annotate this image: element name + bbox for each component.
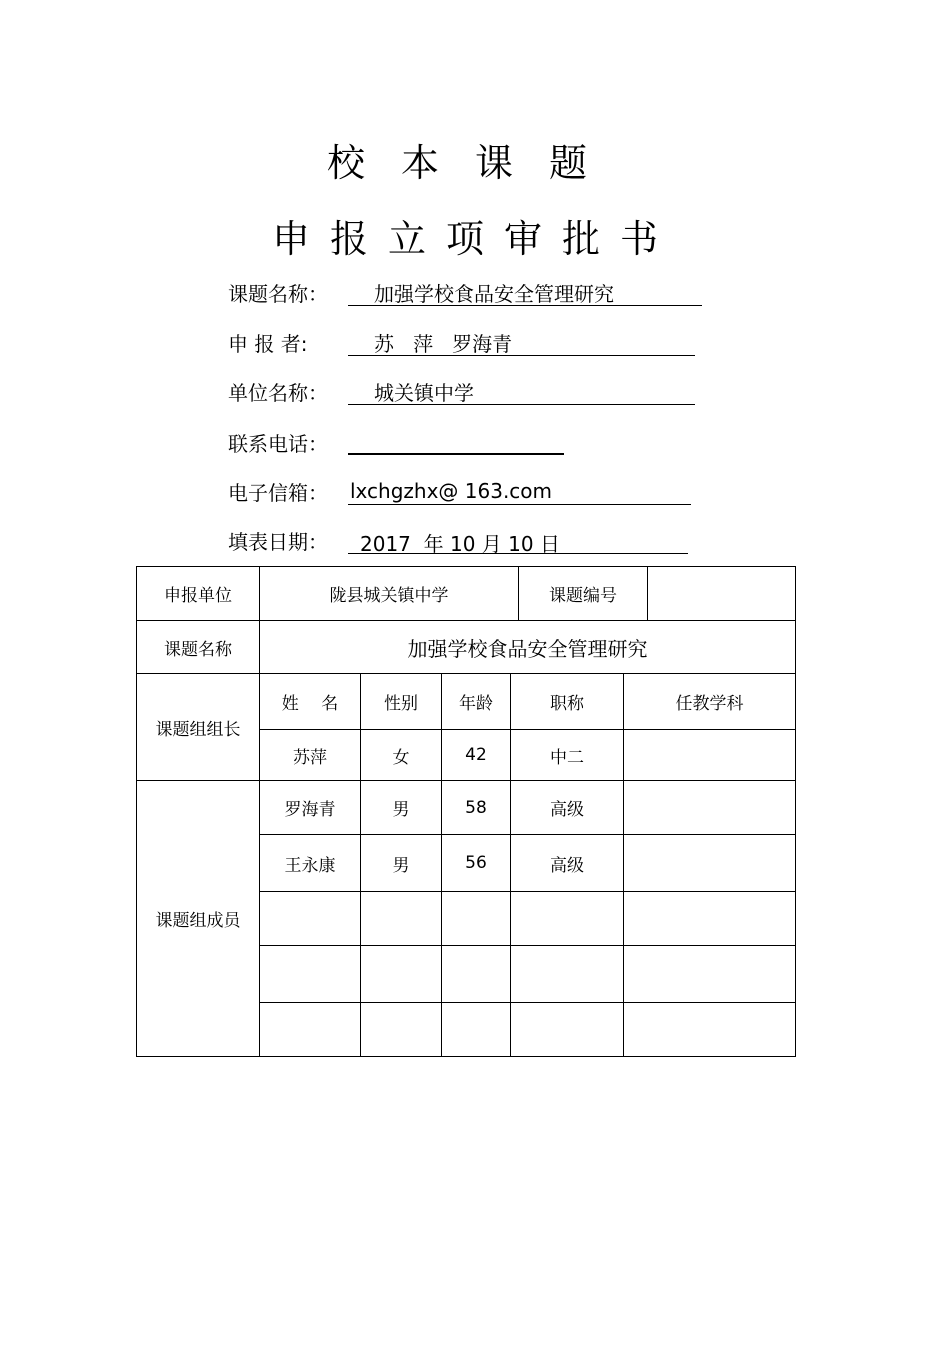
email-label: 电子信箱：: [228, 481, 328, 505]
leader-name: 苏萍: [260, 730, 361, 781]
code-cell: [648, 567, 796, 621]
table-row: [137, 781, 796, 835]
member-name: 罗海青: [260, 781, 361, 835]
member-gender: [361, 892, 442, 946]
topic-header: 课题名称: [137, 621, 260, 674]
members-header: 课题组成员: [137, 781, 260, 1057]
member-gender: [361, 946, 442, 1003]
col-title-header: 职称: [511, 674, 624, 730]
unit-label: 单位名称：: [228, 381, 328, 405]
col-gender-header: 性别: [361, 674, 442, 730]
leader-title: 中二: [511, 730, 624, 781]
member-title: 高级: [511, 835, 624, 892]
phone-underline: [348, 428, 564, 455]
applicant-label: 申 报 者:: [228, 332, 308, 356]
unit-value: 城关镇中学: [374, 381, 474, 405]
leader-subject: [624, 730, 796, 781]
col-name-header: 姓 名: [260, 674, 361, 730]
code-header: 课题编号: [519, 567, 648, 621]
member-age: 58: [442, 781, 511, 835]
leader-gender: 女: [361, 730, 442, 781]
unit-header: 申报单位: [137, 567, 260, 621]
member-subject: [624, 781, 796, 835]
member-subject: [624, 946, 796, 1003]
member-age: [442, 892, 511, 946]
member-title: [511, 1003, 624, 1057]
unit-cell: 陇县城关镇中学: [260, 567, 519, 621]
member-gender: [361, 1003, 442, 1057]
member-name: [260, 1003, 361, 1057]
date-label: 填表日期：: [228, 530, 328, 554]
table-row-unit: [137, 567, 796, 621]
applicant-value: 苏 萍 罗海青: [374, 332, 513, 356]
leader-age: 42: [442, 730, 511, 781]
member-title: [511, 892, 624, 946]
member-subject: [624, 835, 796, 892]
approval-table: [136, 566, 796, 1057]
topic-label: 课题名称：: [228, 282, 328, 306]
member-name: 王永康: [260, 835, 361, 892]
member-age: [442, 1003, 511, 1057]
member-subject: [624, 1003, 796, 1057]
doc-title-line2: 申报立项审批书: [271, 217, 678, 261]
table-row-topic: [137, 621, 796, 674]
member-gender: 男: [361, 781, 442, 835]
topic-value: 加强学校食品安全管理研究: [374, 282, 614, 306]
member-subject: [624, 892, 796, 946]
member-title: [511, 946, 624, 1003]
doc-title-line1: 校本课题: [326, 141, 623, 185]
col-age-header: 年龄: [442, 674, 511, 730]
col-subject-header: 任教学科: [624, 674, 796, 730]
member-name: [260, 946, 361, 1003]
date-value: 2017 年 10 月 10 日: [360, 532, 560, 556]
member-title: 高级: [511, 781, 624, 835]
email-value: lxchgzhx@ 163.com: [350, 479, 553, 503]
member-name: [260, 892, 361, 946]
member-age: [442, 946, 511, 1003]
leader-header: 课题组组长: [137, 674, 260, 781]
member-gender: 男: [361, 835, 442, 892]
topic-cell: 加强学校食品安全管理研究: [260, 621, 796, 674]
table-row-columns: [137, 674, 796, 730]
phone-label: 联系电话：: [228, 432, 328, 456]
member-age: 56: [442, 835, 511, 892]
